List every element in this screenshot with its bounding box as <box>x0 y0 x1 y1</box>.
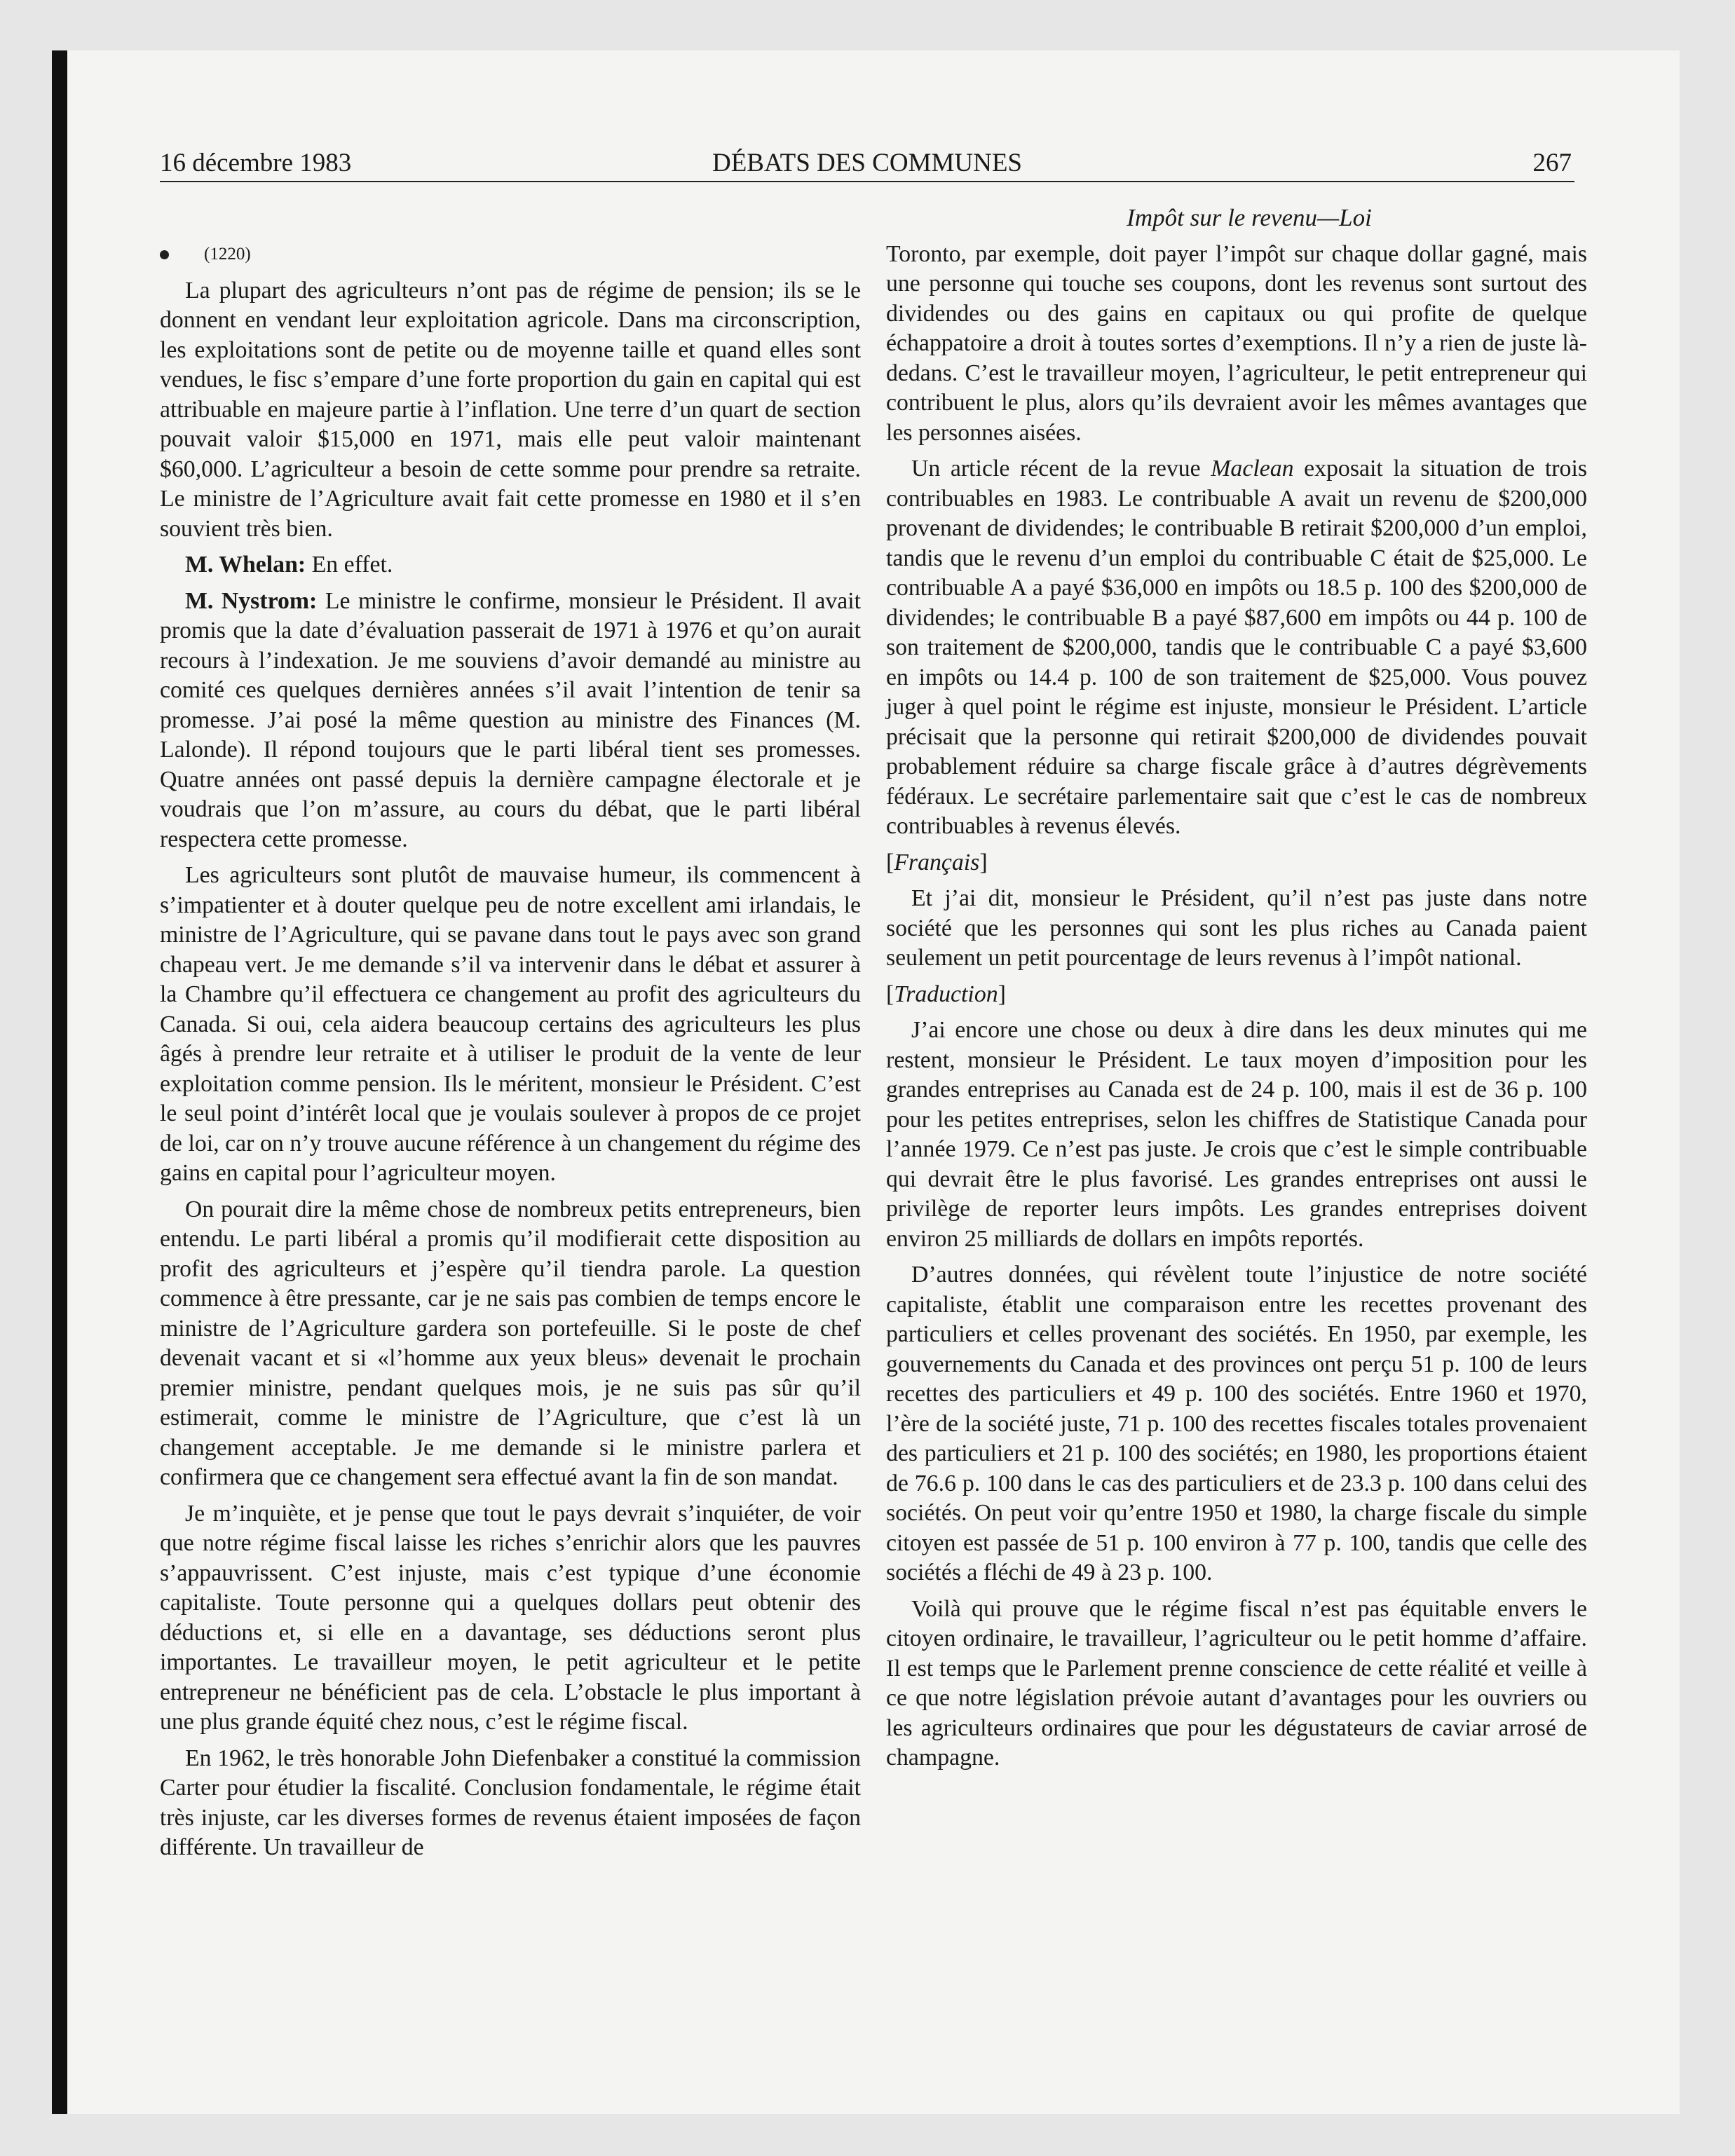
paragraph: J’ai encore une chose ou deux à dire dans les deux minutes qui me restent, monsieur le Président. Le taux moyen d’imposition pour les grandes entreprises au Canada est de 24 p. 100, mais il est de 36 p. 100 pour les petites entreprises, selon les chiffres de Statistique Canada pour l’année 1979. Ce n’est pas juste. Je crois que c’est le simple contribuable qui devrait être le plus favorisé. Les grandes entreprises ont aussi le privilège de reporter leurs impôts. Les grandes entreprises doivent environ 25 milliards de dollars en impôts reportés. <box>886 1017 1587 1252</box>
speech-text: Le ministre le confirme, monsieur le Président. Il avait promis que la date d’évaluation passerait de 1971 à 1976 et qu’on aurait recours à l’indexation. Je me souviens d’avoir demandé au ministre au comité ces quelques dernières années s’il avait l’intention de tenir sa promesse. J’ai posé la même question au ministre des Finances (M. Lalonde). Il répond toujours que le parti libéral tient ses promesses. Quatre années ont passé depuis la dernière campagne électorale et je voudrais que l’on m’assure, au cours du débat, que le parti libéral respectera cette promesse. <box>160 587 861 852</box>
paragraph: D’autres données, qui révèlent toute l’injustice de notre société capitaliste, établit une comparaison entre les recettes provenant des particuliers et celles provenant des sociétés. En 1950, par exemple, les gouvernements du Canada et des provinces ont perçu 51 p. 100 de leurs recettes des particuliers et 49 p. 100 des sociétés. Entre 1960 et 1970, l’ère de la société juste, 71 p. 100 des recettes fiscales totales provenaient des particuliers et 21 p. 100 des sociétés; en 1980, les proportions étaient de 76.6 p. 100 dans le cas des particuliers et de 23.3 p. 100 dans celui des sociétés. On peut voir qu’entre 1950 et 1980, la charge fiscale du simple citoyen est passée de 51 p. 100 environ à 77 p. 100, tandis que celle des sociétés a fléchi de 49 à 23 p. 100. <box>886 1262 1587 1585</box>
header-title: DÉBATS DES COMMUNES <box>712 149 1022 177</box>
paragraph-text: exposait la situation de trois contribuables en 1983. Le contribuable A avait un revenu de $200,000 provenant de dividendes; le contribuable B retirait $200,000 d’un emploi, tandis que le revenu d’un emploi du contribuable C était de $25,000. Le contribuable A a payé $36,000 en impôts ou 18.5 p. 100 des $200,000 de dividendes; le contribuable B a payé $87,600 em impôts ou 44 p. 100 de son traitement de $200,000, tandis que le contribuable C a payé $3,600 en impôts ou 14.4 p. 100 de son traitement de $25,000. Vous pouvez juger à quel point le régime est injuste, monsieur le Président. L’article précisait que la personne qui retirait $200,000 de dividendes pouvait probablement réduire sa charge fiscale grâce à d’autres dégrèvements fédéraux. Le secrétaire parlementaire sait que c’est le cas de nombreux contribuables à revenus élevés. <box>886 456 1587 839</box>
paragraph: Toronto, par exemple, doit payer l’impôt sur chaque dollar gagné, mais une personne qui touche ses coupons, dont les revenus sont surtout des dividendes ou des gains en capitaux ou qui profite de quelque échappatoire a droit à toutes sortes d’exemptions. Il n’y a rien de juste là-dedans. C’est le travailleur moyen, l’agriculteur, le petit entrepreneur qui contribuent le plus, alors qu’ils devraient avoir les mêmes avantages que les personnes aisées. <box>886 240 1587 446</box>
paragraph: On pourait dire la même chose de nombreux petits entrepreneurs, bien entendu. Le parti libéral a promis qu’il modifierait cette disposition au profit des agriculteurs et j’espère qu’il tiendra parole. La question commence à être pressante, car je ne sais pas combien de temps encore le ministre de l’Agriculture gardera son portefeuille. Si le poste de chef devenait vacant et si «l’homme aux yeux bleus» devenait le prochain premier ministre, pendant quelques mois, je ne suis pas sûr qu’il estimerait, comme le ministre de l’Agriculture, que c’est là un changement acceptable. Je me demande si le ministre parlera et confirmera que ce changement sera effectué avant la fin de son mandat. <box>160 1196 861 1490</box>
bullet-icon <box>160 250 169 259</box>
time-marker-text: (1220) <box>204 245 251 264</box>
speech-text: En effet. <box>311 552 393 578</box>
language-marker-text: Traduction <box>894 981 998 1007</box>
speech-nystrom <box>160 587 861 855</box>
paragraph: Voilà qui prouve que le régime fiscal n’est pas équitable envers le citoyen ordinaire, le travailleur, l’agriculteur ou le petit homme d’affaire. Il est temps que le Parlement prenne conscience de cette réalité et veille à ce que notre législation prévoie autant d’avantages pour les ouvriers ou les agriculteurs ordinaires que pour les dégustateurs de caviar arrosé de champagne. <box>886 1595 1587 1770</box>
speaker-name: M. Whelan: <box>185 552 306 578</box>
language-marker: [Français] <box>886 849 988 875</box>
paragraph: Je m’inquiète, et je pense que tout le pays devrait s’inquiéter, de voir que notre régime fiscal laisse les riches s’enrichir alors que les pauvres s’appauvrissent. C’est injuste, mais c’est typique d’une économie capitaliste. Toute personne qui a quelques dollars peut obtenir des déductions et, si elle en a davantage, ses déductions seront plus importantes. Le travailleur moyen, le petit agriculteur et le petite entrepreneur ne bénéficient pas de cela. L’obstacle le plus important à une plus grande équité chez nous, c’est le régime fiscal. <box>160 1500 861 1735</box>
paragraph: La plupart des agriculteurs n’ont pas de régime de pension; ils se le donnent en vendant leur exploitation agricole. Dans ma circonscription, les exploitations sont de petite ou de moyenne taille et quand elles sont vendues, le fisc s’empare d’une forte proportion du gain en capital qui est attribuable en majeure partie à l’inflation. Une terre d’un quart de section pouvait valoir $15,000 en 1971, mais elle peut valoir maintenant $60,000. L’agriculteur a besoin de cette somme pour prendre sa retraite. Le ministre de l’Agriculture avait fait cette promesse en 1980 et il s’en souvient très bien. <box>160 277 861 542</box>
time-marker <box>160 240 861 270</box>
paragraph-maclean <box>886 454 1587 842</box>
paragraph: En 1962, le très honorable John Diefenbaker a constitué la commission Carter pour étudier la fiscalité. Conclusion fondamentale, le régime était très injuste, car les diverses formes de revenus étaient imposées de façon différente. Un travailleur de <box>160 1745 861 1860</box>
speaker-name: M. Nystrom: <box>185 587 318 614</box>
paragraph-text: Un article récent de la revue <box>911 456 1211 482</box>
language-marker: [Traduction] <box>886 981 1006 1007</box>
header-date: 16 décembre 1983 <box>160 149 352 177</box>
scan-edge-bar <box>52 50 67 2114</box>
publication-title: Maclean <box>1211 456 1294 482</box>
topic-heading: Impôt sur le revenu—Loi <box>1127 204 1372 231</box>
right-column <box>886 203 1587 1780</box>
paragraph: Les agriculteurs sont plutôt de mauvaise humeur, ils commencent à s’impatienter et à douter quelque peu de notre excellent ami irlandais, le ministre de l’Agriculture, qui se pavane dans tout le pays avec son grand chapeau vert. Je me demande s’il va intervenir dans le débat et assurer à la Chambre qu’il effectuera ce changement au profit des agriculteurs du Canada. Si oui, cela aidera beaucoup certains des agriculteurs les plus âgés à prendre leur retraite et à utiliser le produit de la vente de leur exploitation comme pension. Ils le méritent, monsieur le Président. C’est le seul point d’intérêt local que je voulais soulever à propos de ce projet de loi, car on n’y trouve aucune référence à un changement du régime des gains en capital pour l’agriculteur moyen. <box>160 862 861 1186</box>
running-header <box>160 147 1574 182</box>
left-column <box>160 240 861 1869</box>
speech-whelan <box>160 550 861 580</box>
page-number: 267 <box>1532 149 1572 177</box>
language-marker-text: Français <box>894 849 980 875</box>
paragraph: Et j’ai dit, monsieur le Président, qu’il n’est pas juste dans notre société que les personnes qui sont les plus riches au Canada paient seulement un petit pourcentage de leurs revenus à l’impôt national. <box>886 885 1587 971</box>
